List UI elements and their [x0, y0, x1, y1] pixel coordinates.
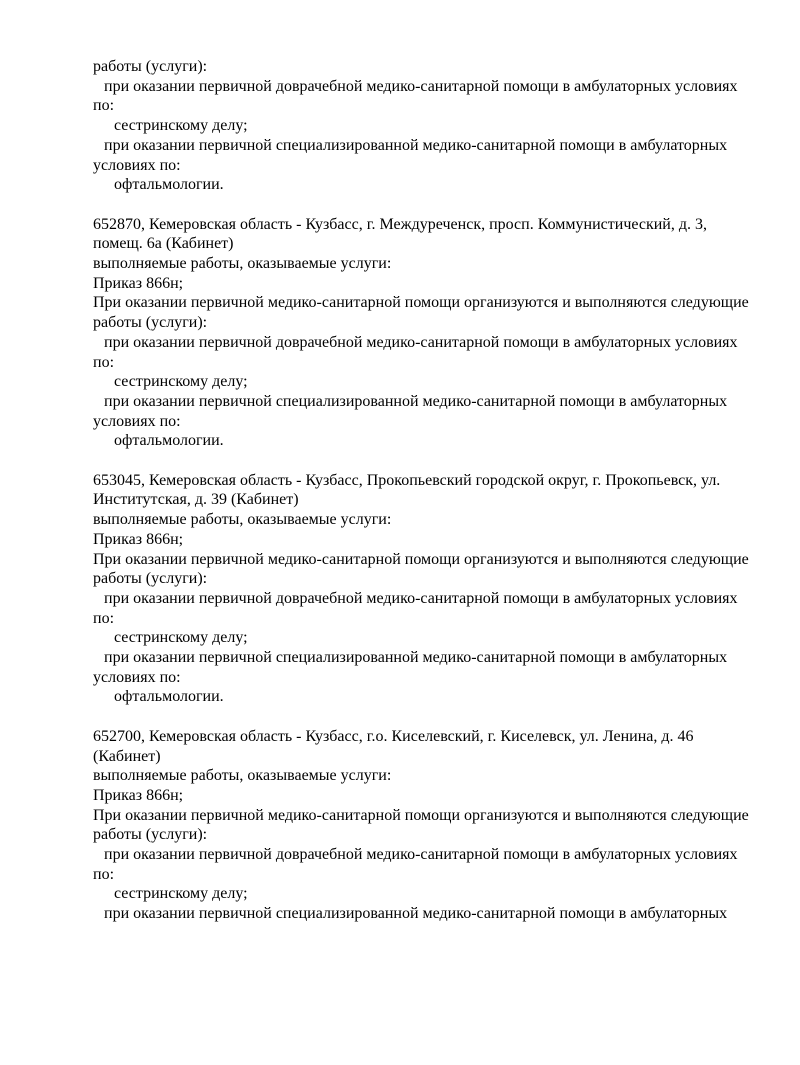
text-line: по:: [93, 97, 115, 115]
text-line: при оказании первичной специализированной медико-санитарной помощи в амбулаторных: [104, 649, 728, 667]
text-line: сестринскому делу;: [114, 885, 248, 903]
text-line: при оказании первичной доврачебной медико-санитарной помощи в амбулаторных условиях: [104, 77, 738, 95]
text-line: сестринскому делу;: [114, 373, 248, 391]
text-line: выполняемые работы, оказываемые услуги:: [93, 511, 392, 529]
text-line: При оказании первичной медико-санитарной помощи организуются и выполняются следующие: [93, 550, 749, 568]
text-line: офтальмологии.: [114, 688, 224, 706]
text-line: по:: [93, 353, 115, 371]
text-line: по:: [93, 865, 115, 883]
text-line: условиях по:: [93, 412, 181, 430]
text-line: сестринскому делу;: [114, 629, 248, 647]
text-line: 652870, Кемеровская область - Кузбасс, г. Междуреченск, просп. Коммунистический, д. 3,: [93, 215, 707, 233]
address-block-652870: [93, 215, 760, 451]
text-line: Приказ 866н;: [93, 274, 184, 292]
text-line: помещ. 6а (Кабинет): [93, 235, 234, 253]
text-line: выполняемые работы, оказываемые услуги:: [93, 767, 392, 785]
text-line: работы (услуги):: [93, 58, 208, 75]
address-block-652700: [93, 727, 760, 924]
text-line: при оказании первичной специализированной медико-санитарной помощи в амбулаторных: [104, 392, 728, 410]
document-content: [93, 57, 760, 924]
text-line: условиях по:: [93, 668, 181, 686]
text-line: при оказании первичной доврачебной медико-санитарной помощи в амбулаторных условиях: [104, 333, 738, 351]
text-line: При оказании первичной медико-санитарной помощи организуются и выполняются следующие: [93, 806, 749, 824]
text-line: офтальмологии.: [114, 432, 224, 450]
text-line: при оказании первичной доврачебной медико-санитарной помощи в амбулаторных условиях: [104, 589, 738, 607]
text-line: Институтская, д. 39 (Кабинет): [93, 491, 299, 509]
text-line: при оказании первичной доврачебной медико-санитарной помощи в амбулаторных условиях: [104, 846, 738, 864]
services-continuation-block: [93, 57, 760, 195]
text-line: 653045, Кемеровская область - Кузбасс, Прокопьевский городской округ, г. Прокопьевск, ул.: [93, 471, 721, 489]
address-block-653045: [93, 471, 760, 707]
text-line: работы (услуги):: [93, 314, 208, 332]
text-line: Приказ 866н;: [93, 786, 184, 804]
text-line: (Кабинет): [93, 747, 161, 765]
text-line: при оказании первичной специализированной медико-санитарной помощи в амбулаторных: [104, 905, 728, 923]
text-line: Приказ 866н;: [93, 530, 184, 548]
text-line: выполняемые работы, оказываемые услуги:: [93, 255, 392, 273]
text-line: сестринскому делу;: [114, 117, 248, 135]
text-line: работы (услуги):: [93, 826, 208, 844]
text-line: офтальмологии.: [114, 176, 224, 194]
text-line: условиях по:: [93, 156, 181, 174]
text-line: по:: [93, 609, 115, 627]
text-line: При оказании первичной медико-санитарной помощи организуются и выполняются следующие: [93, 294, 749, 312]
text-line: 652700, Кемеровская область - Кузбасс, г.о. Киселевский, г. Киселевск, ул. Ленина, д. 46: [93, 727, 694, 745]
text-line: при оказании первичной специализированной медико-санитарной помощи в амбулаторных: [104, 136, 728, 154]
text-line: работы (услуги):: [93, 570, 208, 588]
